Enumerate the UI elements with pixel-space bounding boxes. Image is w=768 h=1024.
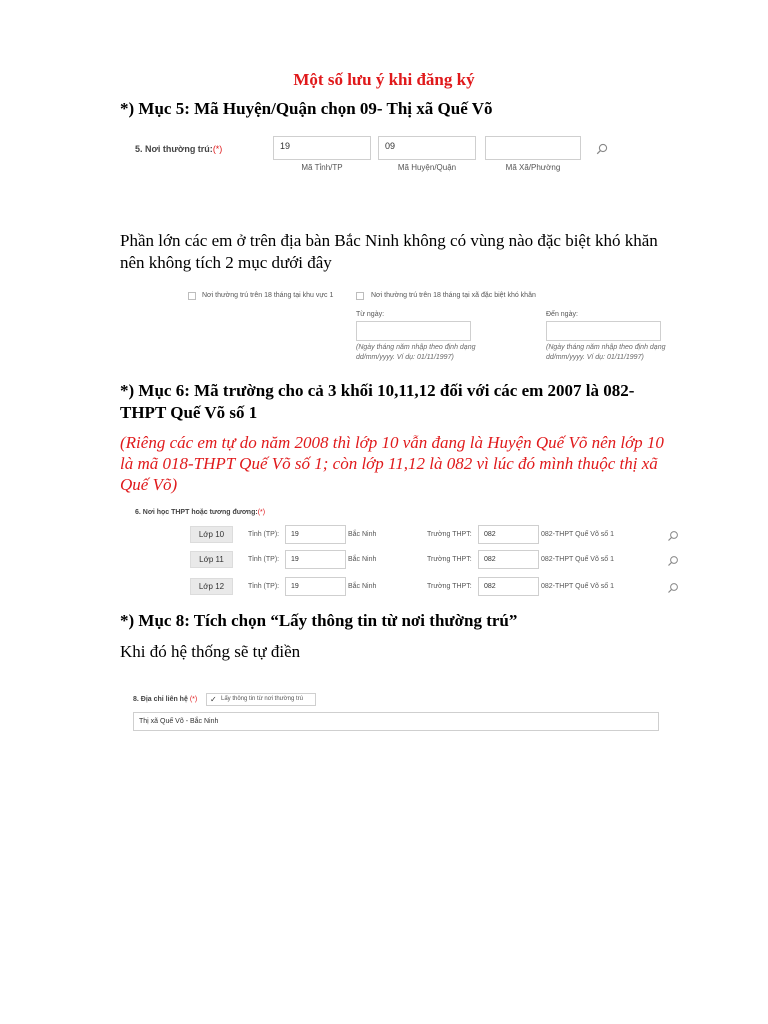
section5-heading: *) Mục 5: Mã Huyện/Quận chọn 09- Thị xã Quế Võ: [120, 99, 493, 118]
special-area-form: [180, 287, 680, 367]
school-label: Trường THPT:: [427, 556, 472, 563]
district-caption: Mã Huyện/Quận: [397, 163, 457, 172]
province-input[interactable]: 19: [285, 577, 346, 596]
search-icon[interactable]: [667, 581, 679, 593]
area1-label: Nơi thường trú trên 18 tháng tại khu vực 1: [202, 292, 334, 299]
high-school-label: 6. Nơi học THPT hoặc tương đương:(*): [135, 509, 266, 516]
to-date-hint: (Ngày tháng năm nhập theo định dạng dd/mm/yyyy. Ví dụ: 01/11/1997): [546, 344, 666, 361]
difficult-commune-checkbox[interactable]: [356, 292, 364, 300]
from-date-input[interactable]: [356, 321, 471, 341]
residence-form: [130, 132, 630, 182]
from-date-label: Từ ngày:: [356, 311, 385, 318]
checkmark-icon: ✓: [210, 695, 217, 704]
grade-10-button[interactable]: Lớp 10: [190, 526, 233, 543]
from-date-hint: (Ngày tháng năm nhập theo định dạng dd/mm/yyyy. Ví dụ: 01/11/1997): [356, 344, 476, 361]
district-code-input[interactable]: 09: [378, 136, 476, 160]
province-name: Bắc Ninh: [348, 531, 377, 538]
high-school-form: [130, 505, 690, 600]
search-icon[interactable]: [667, 554, 679, 566]
province-caption: Mã Tỉnh/TP: [301, 163, 343, 172]
difficult-commune-label: Nơi thường trú trên 18 tháng tại xã đặc biệt khó khăn: [371, 292, 536, 299]
school-label: Trường THPT:: [427, 583, 472, 590]
section8-heading: *) Mục 8: Tích chọn “Lấy thông tin từ nơi thường trú”: [120, 611, 518, 630]
to-date-label: Đến ngày:: [546, 311, 578, 318]
contact-address-label: 8. Địa chỉ liên hệ (*): [133, 696, 198, 703]
school-code-input[interactable]: 082: [478, 550, 539, 569]
school-name: 082-THPT Quế Võ số 1: [541, 583, 615, 590]
school-name: 082-THPT Quế Võ số 1: [541, 556, 615, 563]
school-label: Trường THPT:: [427, 531, 472, 538]
school-row-grade10: [130, 525, 690, 545]
province-code-input[interactable]: 19: [273, 136, 371, 160]
residence-label: 5. Nơi thường trú:(*): [135, 144, 223, 154]
copy-residence-option[interactable]: [206, 693, 316, 706]
section6-note: (Riêng các em tự do năm 2008 thì lớp 10 vẫn đang là Huyện Quế Võ nên lớp 10 là mã 018-THPT Quế Võ số 1; còn lớp 11,12 là 082 vì lúc đó mình thuộc thị xã Quế Võ): [120, 433, 664, 494]
province-input[interactable]: 19: [285, 550, 346, 569]
grade-11-button[interactable]: Lớp 11: [190, 551, 233, 568]
school-code-input[interactable]: 082: [478, 525, 539, 544]
search-icon[interactable]: [596, 142, 608, 154]
grade-12-button[interactable]: Lớp 12: [190, 578, 233, 595]
section6-heading: *) Mục 6: Mã trường cho cả 3 khối 10,11,12 đối với các em 2007 là 082-THPT Quế Võ số 1: [120, 381, 635, 422]
school-code-input[interactable]: 082: [478, 577, 539, 596]
area1-checkbox[interactable]: [188, 292, 196, 300]
province-input[interactable]: 19: [285, 525, 346, 544]
paragraph-difficult-area: Phần lớn các em ở trên địa bàn Bắc Ninh không có vùng nào đặc biệt khó khăn nên không tích 2 mục dưới đây: [120, 231, 658, 272]
section8-paragraph: Khi đó hệ thống sẽ tự điền: [120, 642, 301, 661]
province-label: Tỉnh (TP):: [248, 556, 280, 563]
school-row-grade12: [130, 577, 690, 597]
page-title: Một số lưu ý khi đăng ký: [293, 70, 475, 89]
school-row-grade11: [130, 550, 690, 570]
contact-address-input[interactable]: Thị xã Quế Võ - Bắc Ninh: [133, 712, 659, 731]
province-name: Bắc Ninh: [348, 583, 377, 590]
province-label: Tỉnh (TP):: [248, 583, 280, 590]
school-name: 082-THPT Quế Võ số 1: [541, 531, 615, 538]
to-date-input[interactable]: [546, 321, 661, 341]
province-label: Tỉnh (TP):: [248, 531, 280, 538]
copy-residence-label: Lấy thông tin từ nơi thường trú: [221, 696, 303, 702]
ward-code-input[interactable]: [485, 136, 581, 160]
province-name: Bắc Ninh: [348, 556, 377, 563]
ward-caption: Mã Xã/Phường: [505, 163, 561, 172]
contact-address-form: [130, 690, 670, 735]
search-icon[interactable]: [667, 529, 679, 541]
